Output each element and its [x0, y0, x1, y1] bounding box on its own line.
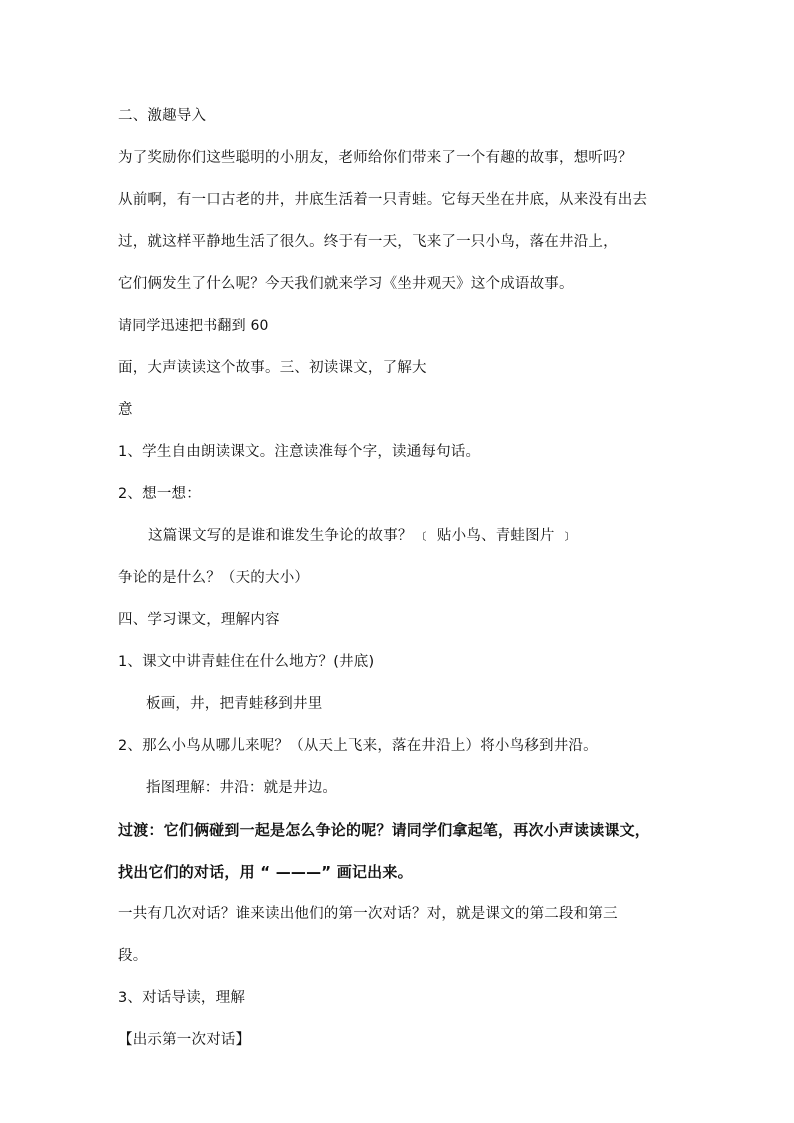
list-item: 1、课文中讲青蛙住在什么地方？(井底) — [118, 654, 375, 670]
indented-line: 这篇课文写的是谁和谁发生争论的故事？ ﹝ 贴小鸟、青蛙图片 ﹞ — [148, 528, 575, 544]
paragraph-line: 请同学迅速把书翻到 60 — [118, 318, 269, 334]
paragraph-line: 为了奖励你们这些聪明的小朋友，老师给你们带来了一个有趣的故事，想听吗？ — [118, 150, 633, 166]
list-item: 2、想一想： — [118, 486, 201, 502]
paragraph-line: 面，大声读读这个故事。三、初读课文，了解大 — [118, 360, 427, 376]
indented-line: 指图理解：井沿：就是井边。 — [146, 780, 338, 796]
paragraph-line: 争论的是什么？（天的大小） — [118, 570, 310, 586]
paragraph-line: 意 — [118, 402, 133, 418]
paragraph-line: 一共有几次对话？谁来读出他们的第一次对话？对，就是课文的第二段和第三 — [118, 906, 618, 922]
section-heading-4: 四、学习课文，理解内容 — [118, 612, 280, 628]
bold-transition-line: 过渡：它们俩碰到一起是怎么争论的呢？请同学们拿起笔，再次小声读读课文， — [118, 821, 651, 839]
list-item: 1、学生自由朗读课文。注意读准每个字，读通每句话。 — [118, 444, 481, 460]
paragraph-line: 它们俩发生了什么呢？今天我们就来学习《坐井观天》这个成语故事。 — [118, 276, 574, 292]
list-item: 2、那么小鸟从哪儿来呢？（从天上飞来，落在井沿上）将小鸟移到井沿。 — [118, 738, 598, 754]
paragraph-line: 段。 — [118, 948, 148, 964]
indented-line: 板画，井，把青蛙移到井里 — [146, 696, 323, 712]
paragraph-line: 过，就这样平静地生活了很久。终于有一天，飞来了一只小鸟，落在井沿上， — [118, 234, 618, 250]
bold-transition-line: 找出它们的对话，用 “ ———” 画记出来。 — [118, 863, 413, 881]
paragraph-line: 从前啊，有一口古老的井，井底生活着一只青蛙。它每天坐在井底，从来没有出去 — [118, 192, 648, 208]
list-item: 3、对话导读，理解 — [118, 990, 246, 1006]
section-heading-2: 二、激趣导入 — [118, 108, 207, 124]
bracket-heading: 【出示第一次对话】 — [118, 1032, 251, 1048]
